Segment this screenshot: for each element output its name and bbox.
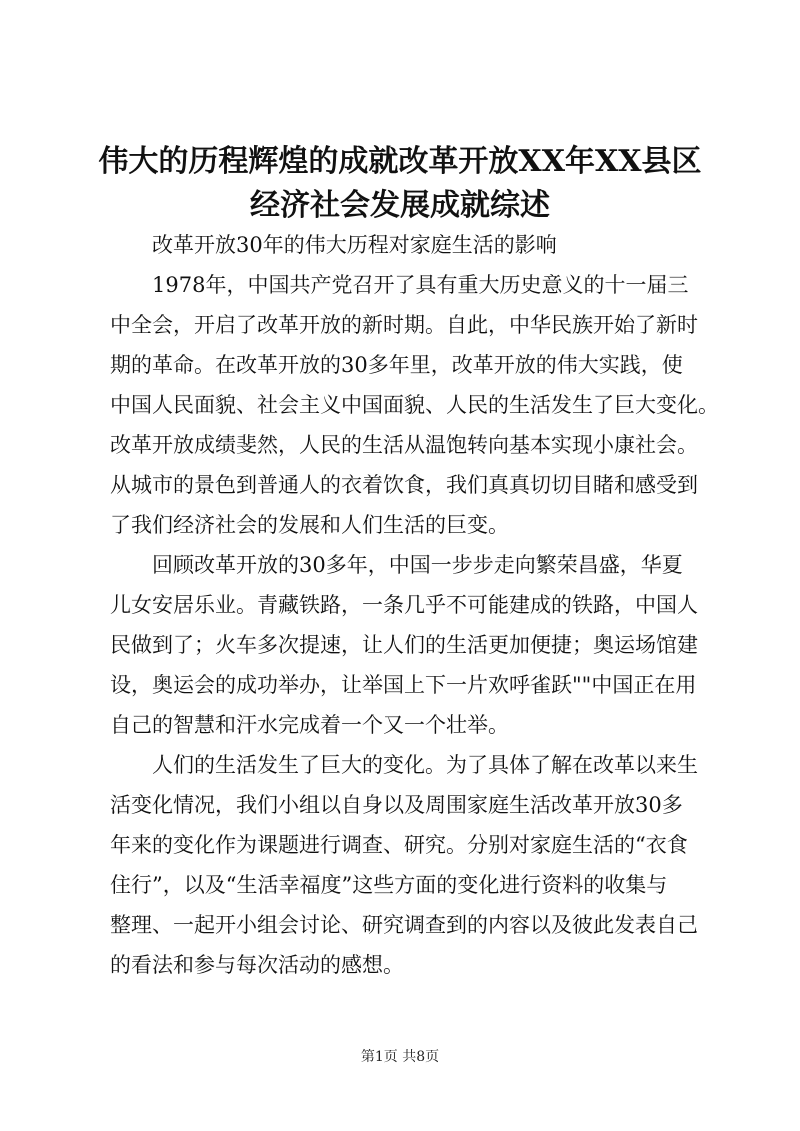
paragraph-line: 1978年，中国共产党召开了具有重大历史意义的十一届三 xyxy=(152,273,689,297)
paragraph-line: 从城市的景色到普通人的衣着饮食，我们真真切切目睹和感受到 xyxy=(110,473,698,497)
paragraph-line: 改革开放成绩斐然，人民的生活从温饱转向基本实现小康社会。 xyxy=(110,433,698,457)
paragraph-line: 期的革命。在改革开放的30多年里，改革开放的伟大实践，使 xyxy=(110,353,683,377)
paragraph-line: 设，奥运会的成功举办，让举国上下一片欢呼雀跃""中国正在用 xyxy=(110,673,697,697)
paragraph-line: 的看法和参与每次活动的感想。 xyxy=(110,953,404,977)
paragraph-line: 回顾改革开放的30多年，中国一步步走向繁荣昌盛，华夏 xyxy=(152,553,683,577)
paragraph-line: 整理、一起开小组会讨论、研究调查到的内容以及彼此发表自己 xyxy=(110,913,698,937)
paragraph-line: 了我们经济社会的发展和人们生活的巨变。 xyxy=(110,513,509,537)
paragraph-line: 儿女安居乐业。青藏铁路，一条几乎不可能建成的铁路，中国人 xyxy=(110,593,698,617)
paragraph-line: 人们的生活发生了巨大的变化。为了具体了解在改革以来生 xyxy=(152,753,698,777)
paragraph-line: 民做到了；火车多次提速，让人们的生活更加便捷；奥运场馆建 xyxy=(110,633,698,657)
paragraph-line: 自己的智慧和汗水完成着一个又一个壮举。 xyxy=(110,713,509,737)
document-title-line-1: 伟大的历程辉煌的成就改革开放XX年XX县区 xyxy=(98,144,702,179)
paragraph-line: 年来的变化作为课题进行调查、研究。分别对家庭生活的“衣食 xyxy=(110,833,688,857)
paragraph-line: 中国人民面貌、社会主义中国面貌、人民的生活发生了巨大变化。 xyxy=(110,393,719,417)
paragraph-heading: 改革开放30年的伟大历程对家庭生活的影响 xyxy=(152,233,557,257)
paragraph-line: 中全会，开启了改革开放的新时期。自此，中华民族开始了新时 xyxy=(110,313,698,337)
page-number-footer: 第1页 共8页 xyxy=(360,1049,440,1065)
paragraph-line: 住行”，以及“生活幸福度”这些方面的变化进行资料的收集与 xyxy=(110,873,668,897)
paragraph-line: 活变化情况，我们小组以自身以及周围家庭生活改革开放30多 xyxy=(110,793,683,817)
document-title-line-2: 经济社会发展成就综述 xyxy=(250,188,550,223)
